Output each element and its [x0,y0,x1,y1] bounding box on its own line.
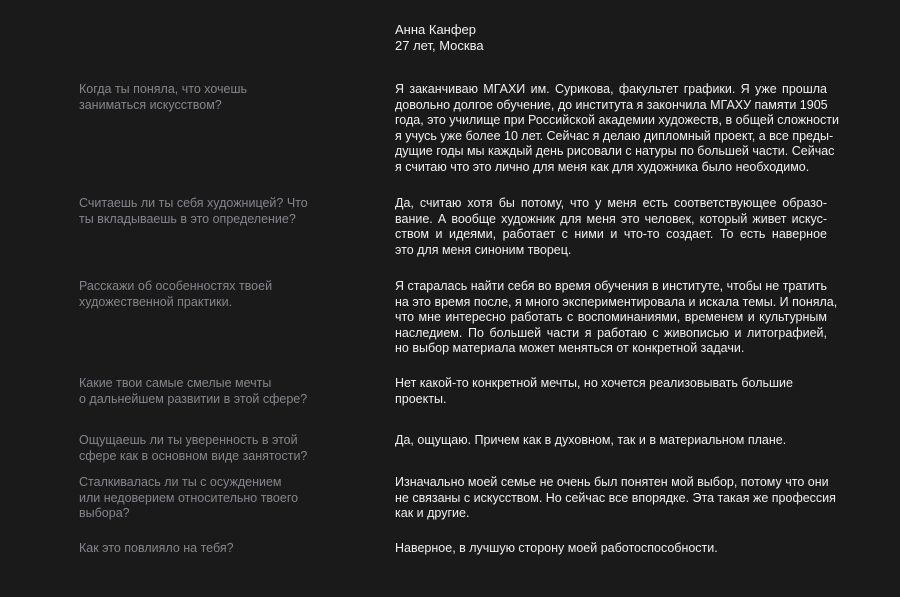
question: Сталкивалась ли ты с осуждением или недоверием относительно твоего выбора? [79,475,299,521]
answer: Да, ощущаю. Причем как в духовном, так и в материальном плане. [395,433,787,447]
question: Когда ты поняла, что хочешь заниматься искусством? [79,82,248,112]
question: Считаешь ли ты себя художницей? Что ты вкладываешь в это определение? [79,196,308,226]
answer: Изначально моей семье не очень был понятен мой выбор, потому что они не связаны с искусством. Но сейчас все впорядке. Эта такая же профессия как и другие. [395,475,836,521]
interviewee-header [395,22,484,54]
interviewee-name: Анна Канфер [395,22,477,37]
answer: Да, считаю хотя бы потому, что у меня есть соответствующее образо- вание. А вообще художник для меня это человек, который живет искус- ством и идеями, работает с ними и что-то создает. То есть наверное это для меня синоним творец. [395,196,827,257]
answer: Я заканчиваю МГАХИ им. Сурикова, факультет графики. Я уже прошла довольно долгое обучение, до института я закончила МГАХУ памяти 1905 года, это училище при Российской академии художеств, в общей сложности я учусь уже более 10 лет. Сейчас я делаю дипломный проект, а все преды- дущие годы мы каждый день рисовали с натуры по большей части. Сейчас я считаю что это лично для меня как для художника было необходимо. [395,82,839,174]
question: Как это повлияло на тебя? [79,541,234,555]
question: Какие твои самые смелые мечты о дальнейшем развитии в этой сфере? [79,376,308,406]
answer: Я старалась найти себя во время обучения в институте, чтобы не тратить на это время после, я много экспериментировала и искала темы. И поняла, что мне интересно работать с воспоминаниями, временем и культурным наследием. По большей части я работаю с живописью и литографией, но выбор материала может меняться от конкретной задачи. [395,279,838,356]
interviewee-age-city: 27 лет, Москва [395,38,484,53]
question: Расскажи об особенностях твоей художественной практики. [79,279,273,309]
answer: Наверное, в лучшую сторону моей работоспособности. [395,541,718,555]
answer: Нет какой-то конкретной мечты, но хочется реализовывать большие проекты. [395,376,793,406]
question: Ощущаешь ли ты уверенность в этой сфере как в основном виде занятости? [79,433,308,463]
